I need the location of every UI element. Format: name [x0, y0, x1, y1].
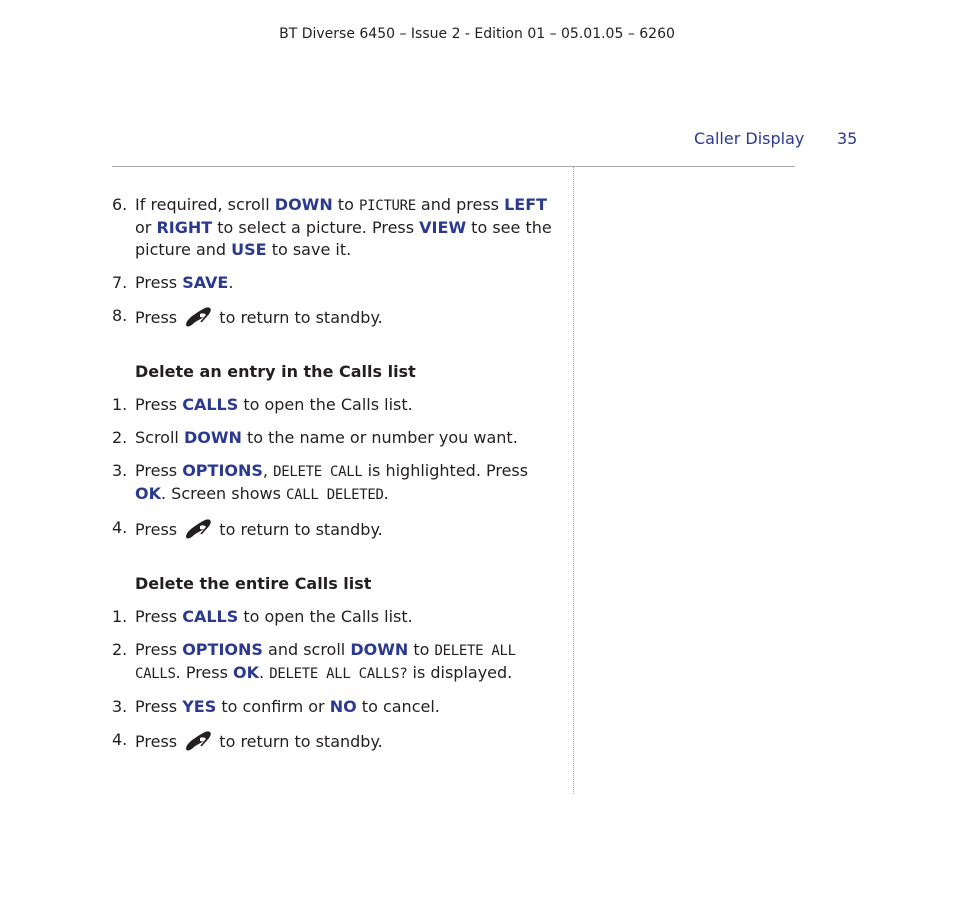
- display-text: DELETE CALL: [273, 464, 363, 480]
- key-use: USE: [231, 240, 267, 259]
- step-4: 4. Press to return to standby.: [112, 730, 383, 751]
- step-2: 2. Press OPTIONS and scroll DOWN to DELETE ALL CALLS. Press OK. DELETE ALL CALLS? is displayed.: [112, 640, 516, 682]
- key-right: RIGHT: [156, 218, 213, 237]
- column-divider: [573, 167, 574, 794]
- document-id: BT Diverse 6450 – Issue 2 - Edition 01 – 05.01.05 – 6260: [279, 26, 675, 42]
- key-down: DOWN: [183, 428, 242, 447]
- step-3: 3. Press OPTIONS, DELETE CALL is highlighted. Press OK. Screen shows CALL DELETED.: [112, 461, 529, 503]
- display-text: PICTURE: [358, 198, 416, 214]
- key-save: SAVE: [182, 273, 229, 292]
- step-number: 1.: [112, 395, 128, 414]
- step-7: 7. Press SAVE.: [112, 273, 234, 292]
- step-number: 6.: [112, 195, 128, 214]
- step-number: 7.: [112, 273, 128, 292]
- key-down: DOWN: [350, 640, 409, 659]
- phone-end-icon: [183, 517, 213, 541]
- step-8: 8. Press to return to standby.: [112, 306, 383, 327]
- step-1: 1. Press CALLS to open the Calls list.: [112, 395, 413, 414]
- key-ok: OK: [135, 484, 161, 503]
- key-down: DOWN: [274, 195, 333, 214]
- header-rule: [112, 166, 795, 167]
- step-number: 8.: [112, 306, 128, 325]
- step-6: 6. If required, scroll DOWN to PICTURE and press LEFT or RIGHT to select a picture. Press VIEW to see the picture and USE to save it.: [112, 195, 552, 259]
- step-2: 2. Scroll DOWN to the name or number you want.: [112, 428, 518, 447]
- key-left: LEFT: [504, 195, 548, 214]
- phone-end-icon: [183, 305, 213, 329]
- display-text: DELETE ALL CALLS?: [269, 666, 408, 682]
- key-view: VIEW: [419, 218, 467, 237]
- heading-delete-entry: Delete an entry in the Calls list: [135, 362, 416, 381]
- phone-end-icon: [183, 729, 213, 753]
- key-yes: YES: [182, 697, 217, 716]
- step-number: 4.: [112, 730, 128, 749]
- section-title: Caller Display: [694, 129, 805, 148]
- display-text: CALL DELETED: [286, 487, 384, 503]
- step-number: 2.: [112, 428, 128, 447]
- step-number: 3.: [112, 697, 128, 716]
- step-number: 1.: [112, 607, 128, 626]
- display-text: DELETE ALL CALLS: [135, 643, 516, 682]
- heading-delete-all: Delete the entire Calls list: [135, 574, 372, 593]
- key-no: NO: [329, 697, 357, 716]
- step-1: 1. Press CALLS to open the Calls list.: [112, 607, 413, 626]
- key-options: OPTIONS: [182, 640, 263, 659]
- page-number: 35: [837, 129, 858, 148]
- step-number: 3.: [112, 461, 128, 480]
- key-ok: OK: [233, 663, 260, 682]
- step-number: 4.: [112, 518, 128, 537]
- key-calls: CALLS: [182, 395, 239, 414]
- step-4: 4. Press to return to standby.: [112, 518, 383, 539]
- step-number: 2.: [112, 640, 128, 659]
- key-options: OPTIONS: [182, 461, 263, 480]
- step-3: 3. Press YES to confirm or NO to cancel.: [112, 697, 440, 716]
- instructions: [112, 194, 562, 764]
- key-calls: CALLS: [182, 607, 239, 626]
